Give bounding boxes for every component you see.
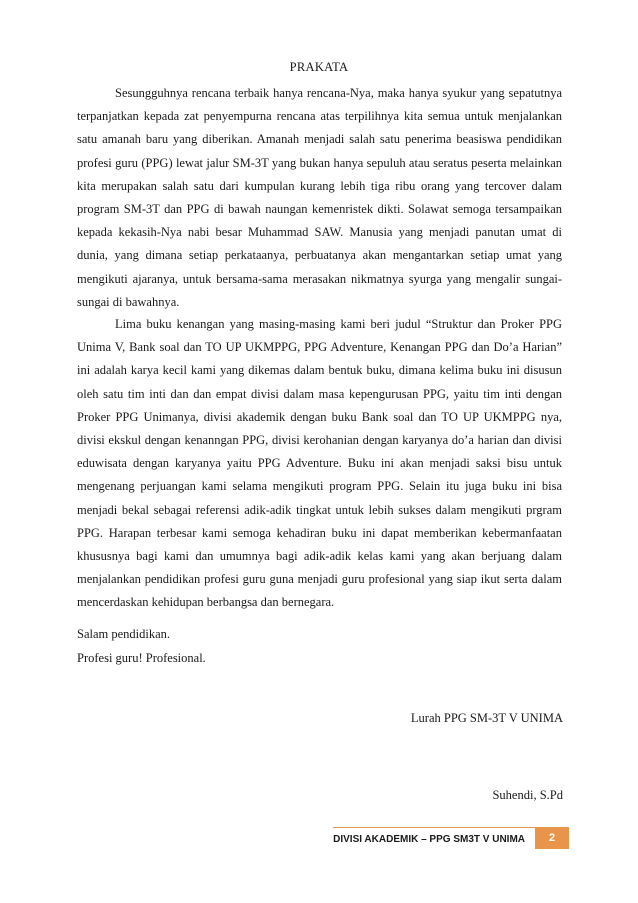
page-title: PRAKATA — [289, 60, 349, 74]
page-footer — [333, 827, 569, 849]
page-number: 2 — [535, 827, 569, 849]
closing-greeting: Salam pendidikan. — [77, 627, 171, 641]
paragraph-2: Lima buku kenangan yang masing-masing kami beri judul “Struktur dan Proker PPG Unima V, Bank soal dan TO UP UKMPPG, PPG Adventure, Kenangan PPG dan Do’a Harian” ini adalah karya kecil kami yang dikemas dalam bentuk buku, dimana kelima buku ini disusun oleh satu tim inti dan dan empat divisi dalam masa kepengurusan PPG, yaitu tim inti dengan Proker PPG Unimanya, divisi akademik dengan buku Bank soal dan TO UP UKMPPG nya, divisi ekskul dengan kenanngan PPG, divisi kerohanian dengan karyanya do’a harian dan divisi eduwisata dengan karyanya yaitu PPG Adventure. Buku ini akan menjadi saksi bisu untuk mengenang perjuangan kami selama mengikuti program PPG. Selain itu juga buku ini bisa menjadi bekal sebagai referensi adik-adik tingkat untuk lebih sukses dalam mengikuti prgram PPG. Harapan terbesar kami semoga kehadiran buku ini dapat memberikan kebermanfaatan khususnya bagi kami dan umumnya bagi adik-adik kelas kami yang akan berjuang dalam menjalankan pendidikan profesi guru guna menjadi guru profesional yang siap ikut serta dalam mencerdaskan kehidupan berbangsa dan bernegara. — [77, 317, 562, 610]
closing-motto: Profesi guru! Profesional. — [77, 651, 206, 665]
signature-title: Lurah PPG SM-3T V UNIMA — [410, 711, 563, 725]
signature-name: Suhendi, S.Pd — [492, 788, 563, 802]
paragraph-1: Sesungguhnya rencana terbaik hanya rencana-Nya, maka hanya syukur yang sepatutnya terpanjatkan kepada zat penyempurna rencana atas terpilihnya kita semua untuk menjalankan satu amanah baru yang diberikan. Amanah menjadi salah satu penerima beasiswa pendidikan profesi guru (PPG) lewat jalur SM-3T yang bukan hanya sepuluh atau seratus peserta melainkan kita merupakan salah satu dari kumpulan kurang lebih tiga ribu orang yang tercover dalam program SM-3T dan PPG di bawah naungan kemenristek dikti. Solawat semoga tersampaikan kepada kekasih-Nya nabi besar Muhammad SAW. Manusia yang menjadi panutan umat di dunia, yang dimana setiap perkataanya, perbuatanya akan mengantarkan setiap umat yang mengikuti ajaranya, untuk bersama-sama merasakan nikmatnya syurga yang mengalir sungai-sungai di bawahnya. — [77, 86, 562, 309]
footer-text: DIVISI AKADEMIK – PPG SM3T V UNIMA — [333, 827, 535, 849]
